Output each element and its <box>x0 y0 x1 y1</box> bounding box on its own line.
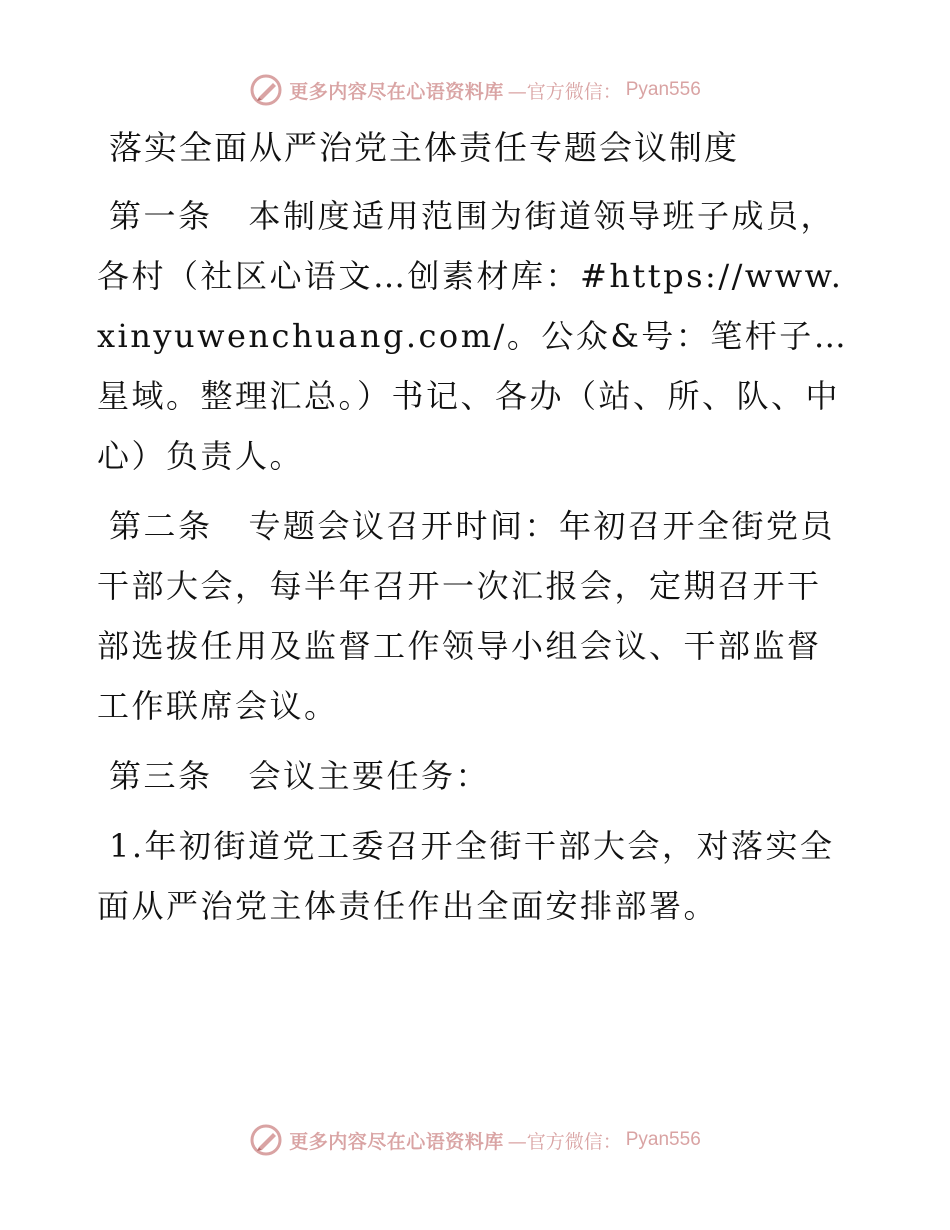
banner-main-text: 更多内容尽在心语资料库 <box>289 80 504 103</box>
header-watermark-banner <box>0 70 950 110</box>
article-3 <box>97 746 852 806</box>
article-2-heading: 第二条 <box>109 507 213 545</box>
article-1-heading: 第一条 <box>109 197 213 235</box>
document-body <box>97 120 852 936</box>
article-2 <box>97 496 852 736</box>
article-1-text: 本制度适用范围为街道领导班子成员，各村（社区心语文…创素材库：#https://www.xinyuwenchuang.com/。公众&号：笔杆子…星域。整理汇总。）书记、各办（站、所、队、中心）负责人。 <box>97 197 849 475</box>
article-2-text: 专题会议召开时间：年初召开全街党员干部大会，每半年召开一次汇报会，定期召开干部选拔任用及监督工作领导小组会议、干部监督工作联席会议。 <box>97 507 836 725</box>
pen-logo-icon <box>249 1123 283 1157</box>
banner-sub-text: —官方微信： <box>507 80 622 103</box>
document-title: 落实全面从严治党主体责任专题会议制度 <box>109 128 739 167</box>
banner-wechat-id: Pyan556 <box>625 79 701 100</box>
list-item-1: 1.年初街道党工委召开全街干部大会，对落实全面从严治党主体责任作出全面安排部署。 <box>97 827 835 925</box>
article-1 <box>97 186 852 486</box>
article-3-heading: 第三条 <box>109 757 213 795</box>
footer-watermark-banner <box>0 1120 950 1160</box>
pen-logo-icon <box>249 73 283 107</box>
article-3-text: 会议主要任务： <box>248 757 491 795</box>
banner-sub-text: —官方微信： <box>507 1130 622 1153</box>
banner-wechat-id: Pyan556 <box>625 1129 701 1150</box>
banner-main-text: 更多内容尽在心语资料库 <box>289 1130 504 1153</box>
